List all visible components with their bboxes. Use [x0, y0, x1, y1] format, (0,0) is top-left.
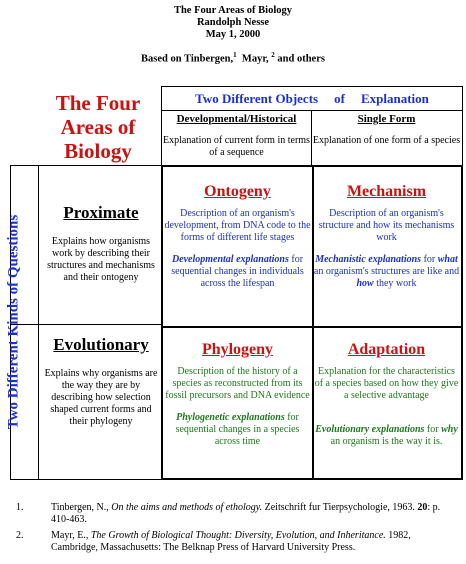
- cell-expl-mechanism: [313, 254, 460, 290]
- cell-expl-ontogeny: [164, 254, 311, 290]
- expl-emph: how: [356, 278, 374, 289]
- cell-desc-phylogeny: Description of the history of a species as reconstructed from its fossil precursors and DNA evidence: [165, 366, 310, 401]
- four-areas-title: The Four Areas of Biology: [55, 91, 141, 163]
- divider: [162, 110, 462, 111]
- expl-text: they work: [376, 278, 417, 289]
- cell-title-ontogeny: Ontogeny: [204, 183, 271, 200]
- divider: [163, 326, 461, 328]
- cell-expl-adaptation: [313, 424, 460, 448]
- footnote-text: Tinbergen, N.,: [51, 502, 109, 513]
- cell-title-phylogeny: Phylogeny: [201, 341, 274, 358]
- cell-title-mechanism: Mechanism: [346, 183, 427, 200]
- expl-text: for: [423, 254, 436, 265]
- expl-label: Phylogenetic explanations: [176, 412, 285, 423]
- footnote-text: Mayr, E.,: [51, 530, 89, 541]
- expl-text: for: [426, 424, 439, 435]
- footnote-text: Zeitschrift fur Tierpsychologie, 1963.: [264, 502, 415, 513]
- expl-text: an organism is the way it is.: [330, 436, 443, 447]
- expl-label: Mechanistic explanations: [315, 254, 422, 265]
- footnote-title: The Growth of Biological Thought: Diversity, Evolution, and Inheritance.: [90, 530, 386, 541]
- mayr-text: Mayr,: [241, 53, 269, 65]
- cell-title-adaptation: Adaptation: [347, 341, 426, 358]
- footnote-number: 1.: [16, 502, 24, 513]
- footnote-1: [16, 502, 456, 526]
- footnote-title: On the aims and methods of ethology.: [111, 502, 263, 513]
- based-prefix: Based on Tinbergen,: [141, 53, 234, 65]
- col-head-developmental: Developmental/Historical: [176, 113, 297, 125]
- objects-title-left: Two Different Objects: [195, 91, 319, 106]
- divider: [10, 324, 162, 325]
- ref-1-marker: 1: [233, 51, 237, 59]
- expl-text: for sequential changes in a species across time: [175, 412, 300, 447]
- row-desc-evolutionary: Explains why organisms are the way they are by describing how selection shaped current forms and their phylogeny: [44, 368, 158, 427]
- cell-desc-mechanism: Description of an organism's structure and how its mechanisms work: [318, 208, 455, 243]
- row-title-proximate: Proximate: [63, 203, 139, 222]
- based-on-line: [0, 51, 466, 65]
- col-desc-developmental: Explanation of current form in terms of a sequence: [163, 135, 310, 158]
- based-suffix: and others: [277, 53, 325, 65]
- expl-label: Evolutionary explanations: [315, 424, 425, 435]
- cell-desc-ontogeny: Description of an organism's development, from DNA code to the forms of different life stages: [164, 208, 311, 243]
- cell-adaptation: [313, 340, 460, 448]
- footnote-pages: : p. 410-463.: [51, 502, 441, 525]
- cell-ontogeny: [164, 182, 311, 290]
- footnote-volume: 20: [417, 502, 428, 513]
- expl-label: Developmental explanations: [171, 254, 289, 265]
- col-head-single-form: Single Form: [357, 113, 416, 125]
- cell-phylogeny: [164, 340, 311, 448]
- doc-date: May 1, 2000: [205, 29, 261, 40]
- objects-title: [162, 91, 462, 107]
- footnote-text: 1982, Cambridge, Massachusetts: The Belknap Press of Harvard University Press.: [51, 530, 411, 553]
- objects-title-right: Explanation: [360, 91, 429, 106]
- expl-emph: why: [441, 424, 458, 435]
- row-desc-proximate: Explains how organisms work by describing their structures and mechanisms and their ontogeny: [47, 236, 155, 283]
- objects-title-mid: of: [334, 91, 345, 106]
- objects-header-box: [161, 86, 463, 167]
- expl-emph: what: [437, 254, 458, 265]
- expl-text: for sequential changes in individuals across the lifespan: [171, 254, 304, 289]
- cell-desc-adaptation: Explanation for the characteristics of a species based on how they give a selective advantage: [314, 366, 459, 401]
- cell-mechanism: [313, 182, 460, 290]
- col-desc-single-form: Explanation of one form of a species: [312, 135, 461, 146]
- expl-text: an organism's structures are like and: [313, 266, 460, 277]
- row-title-evolutionary: Evolutionary: [53, 335, 149, 354]
- ref-2-marker: 2: [271, 51, 275, 59]
- doc-title: The Four Areas of Biology: [173, 5, 293, 16]
- cell-expl-phylogeny: [164, 412, 311, 448]
- doc-author: Randolph Nesse: [196, 17, 270, 28]
- footnotes: [16, 502, 456, 558]
- footnote-2: [16, 530, 456, 554]
- kinds-of-questions-label: Two Different Kinds of Questions: [5, 214, 22, 430]
- footnote-number: 2.: [16, 530, 24, 541]
